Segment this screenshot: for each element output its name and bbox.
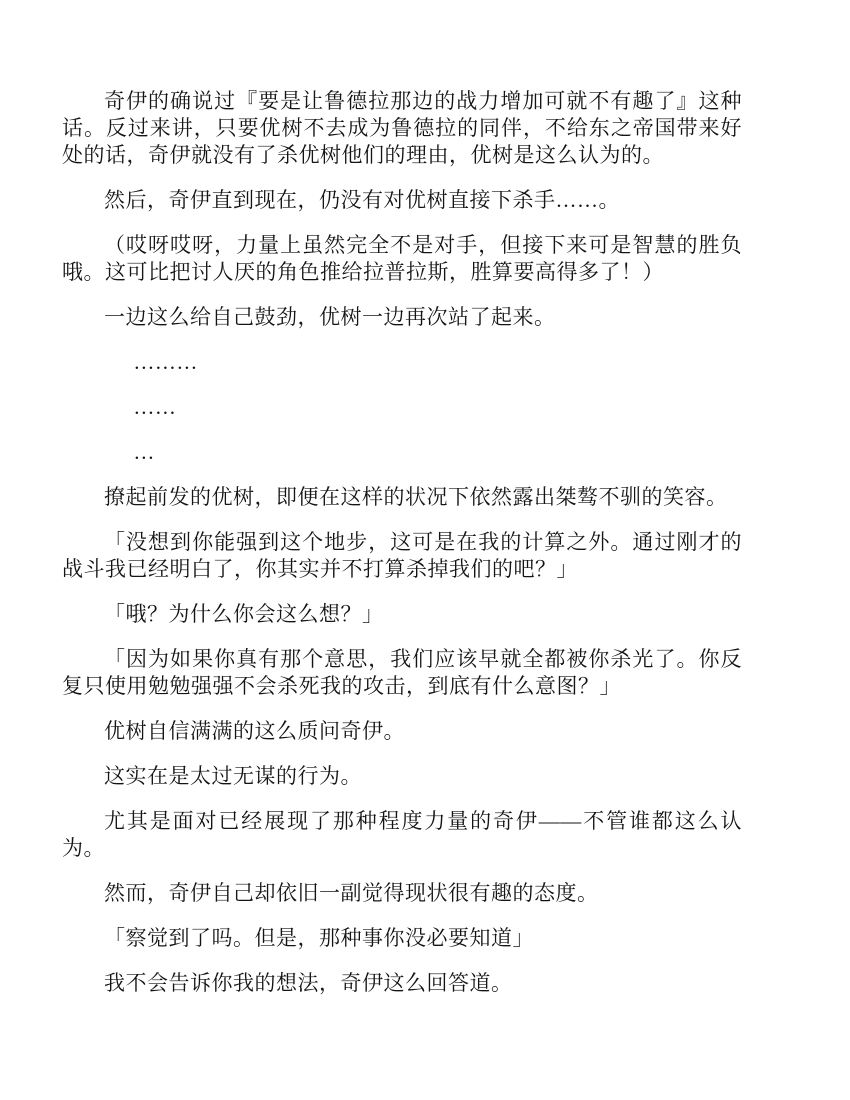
paragraph: 「因为如果你真有那个意思，我们应该早就全都被你杀光了。你反复只使用勉勉强强不会杀死我的攻击，到底有什么意图？」 — [62, 647, 742, 698]
paragraph: 「没想到你能强到这个地步，这可是在我的计算之外。通过刚才的战斗我已经明白了，你其实并不打算杀掉我们的吧？」 — [62, 530, 742, 581]
paragraph: 尤其是面对已经展现了那种程度力量的奇伊——不管谁都这么认为。 — [62, 809, 742, 860]
paragraph: 然后，奇伊直到现在，仍没有对优树直接下杀手……。 — [104, 188, 620, 212]
ellipsis-line: ……… — [133, 350, 198, 374]
ellipsis-line: … — [133, 440, 155, 464]
paragraph: 一边这么给自己鼓劲，优树一边再次站了起来。 — [104, 305, 556, 329]
paragraph: （哎呀哎呀，力量上虽然完全不是对手，但接下来可是智慧的胜负哦。这可比把讨人厌的角色推给拉普拉斯，胜算要高得多了！） — [62, 233, 742, 284]
ellipsis-line: …… — [133, 395, 177, 419]
novel-text-body — [62, 88, 742, 1015]
paragraph: 「哦？为什么你会这么想？」 — [104, 602, 384, 626]
paragraph: 「察觉到了吗。但是，那种事你没必要知道」 — [104, 926, 534, 950]
paragraph: 奇伊的确说过『要是让鲁德拉那边的战力增加可就不有趣了』这种话。反过来讲，只要优树不去成为鲁德拉的同伴，不给东之帝国带来好处的话，奇伊就没有了杀优树他们的理由，优树是这么认为的。 — [62, 89, 742, 167]
paragraph: 我不会告诉你我的想法，奇伊这么回答道。 — [104, 971, 513, 995]
paragraph: 然而，奇伊自己却依旧一副觉得现状很有趣的态度。 — [104, 881, 599, 905]
paragraph: 撩起前发的优树，即便在这样的状况下依然露出桀骜不驯的笑容。 — [104, 485, 728, 509]
paragraph: 优树自信满满的这么质问奇伊。 — [104, 719, 405, 743]
paragraph: 这实在是太过无谋的行为。 — [104, 764, 362, 788]
